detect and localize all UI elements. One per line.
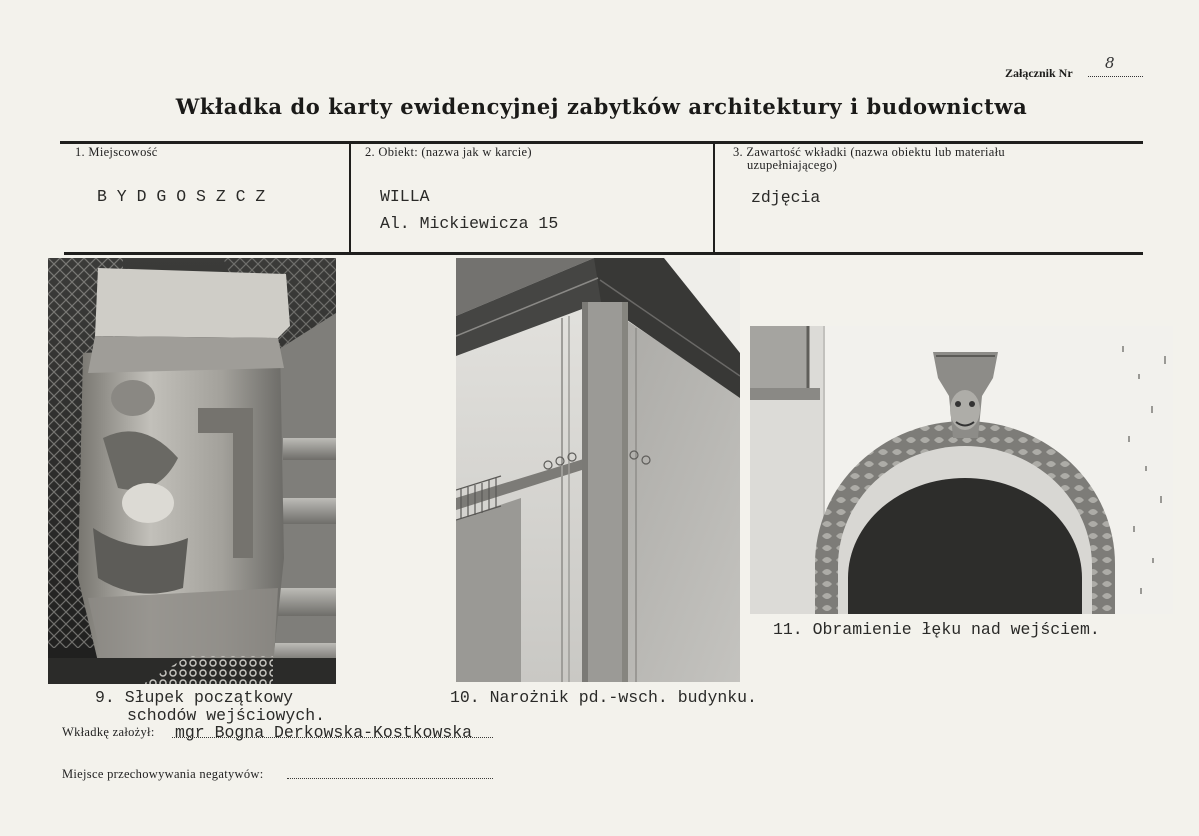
negatives-location-dotted-line: [287, 778, 493, 779]
left-pilaster: [750, 326, 824, 614]
field-contents-label-line2: uzupełniającego): [747, 158, 838, 172]
photo-entrance-arch: [750, 326, 1173, 614]
corner-pilaster: [582, 302, 628, 682]
field-object-label: 2. Obiekt: (nazwa jak w karcie): [365, 145, 532, 159]
photo-building-corner: [456, 258, 740, 682]
photo-caption-10: 10. Narożnik pd.-wsch. budynku.: [450, 688, 757, 707]
column-divider-2: [713, 143, 715, 253]
photo-staircase-post: [48, 258, 336, 684]
stone-post: [78, 268, 290, 670]
field-locality-label: 1. Miejscowość: [75, 145, 158, 159]
document-title: Wkładka do karty ewidencyjnej zabytków architektury i budownictwa: [175, 94, 1028, 119]
author-value: mgr Bogna Derkowska-Kostkowska: [175, 723, 473, 742]
field-contents-label-line1: 3. Zawartość wkładki (nazwa obiektu lub materiału: [733, 145, 1005, 159]
header-bottom-rule: [64, 252, 1143, 255]
negatives-location-label: Miejsce przechowywania negatywów:: [62, 767, 264, 781]
field-contents-value: zdjęcia: [751, 188, 821, 207]
annex-label: Załącznik Nr: [1005, 66, 1073, 80]
photo-caption-9-line2: schodów wejściowych.: [127, 706, 326, 725]
column-divider-1: [349, 143, 351, 253]
field-object-name: WILLA: [380, 187, 430, 206]
annex-dotted-line: [1088, 76, 1143, 77]
field-object-address: Al. Mickiewicza 15: [380, 214, 559, 233]
author-label: Wkładkę założył:: [62, 725, 155, 739]
photo-caption-11: 11. Obramienie łęku nad wejściem.: [773, 620, 1100, 639]
header-top-rule: [60, 141, 1143, 144]
annex-number-handwritten: 8: [1105, 54, 1115, 72]
field-locality-value: B Y D G O S Z C Z: [97, 187, 266, 206]
photo-caption-9-line1: 9. Słupek początkowy: [95, 688, 294, 707]
